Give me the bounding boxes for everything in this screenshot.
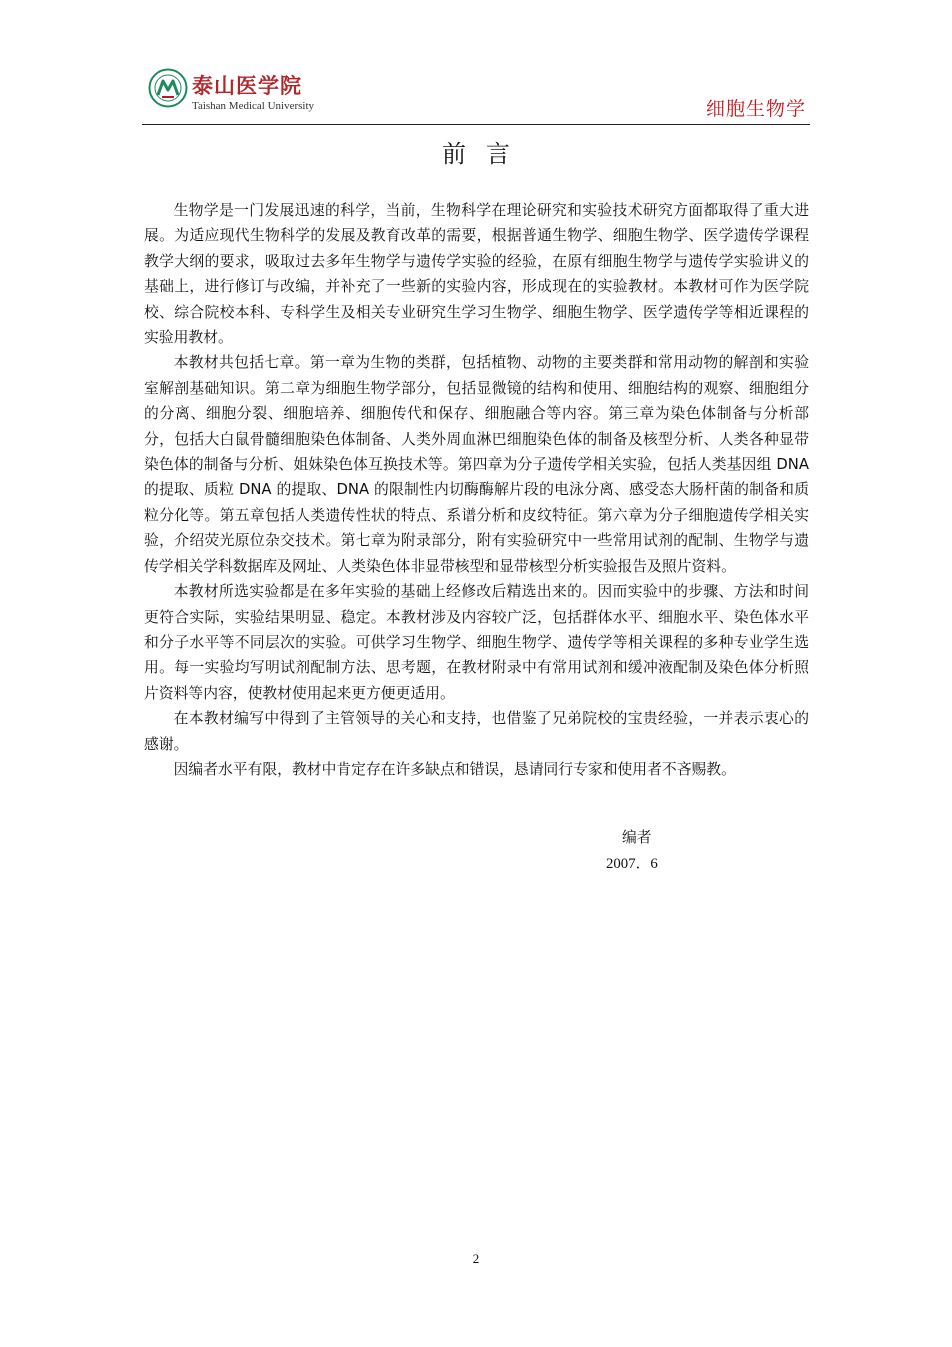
university-logo-icon	[148, 68, 188, 108]
paragraph-4: 在本教材编写中得到了主管领导的关心和支持，也借鉴了兄弟院校的宝贵经验，一并表示衷心的感谢。	[144, 710, 809, 753]
signature: 编者	[622, 829, 652, 846]
paragraph-2: 本教材共包括七章。第一章为生物的类群，包括植物、动物的主要类群和常用动物的解剖和实验室解剖基础知识。第二章为细胞生物学部分，包括显微镜的结构和使用、细胞结构的观察、细胞组分的分离、细胞分裂、细胞培养、细胞传代和保存、细胞融合等内容。第三章为染色体制备与分析部分，包括大白鼠骨髓细胞染色体制备、人类外周血淋巴细胞染色体的制备及核型分析、人类各种显带染色体的制备与分析、姐妹染色体互换技术等。第四章为分子遗传学相关实验，包括人类基因组 DNA 的提取、质粒 DNA 的提取、DNA 的限制性内切酶酶解片段的电泳分离、感受态大肠杆菌的制备和质粒分化等。第五章包括人类遗传性状的特点、系谱分析和皮纹特征。第六章为分子细胞遗传学相关实验，介绍荧光原位杂交技术。第七章为附录部分，附有实验研究中一些常用试剂的配制、生物学与遗传学相关学科数据库及网址、人类染色体非显带核型和显带核型分析实验报告及照片资料。	[144, 354, 809, 575]
university-name-en: Taishan Medical University	[192, 100, 315, 112]
page-header	[142, 64, 810, 125]
paragraph-5: 因编者水平有限，教材中肯定存在许多缺点和错误，恳请同行专家和使用者不吝赐教。	[173, 760, 736, 778]
preface-body	[144, 198, 809, 782]
date: 2007．6	[606, 856, 658, 872]
paragraph-3: 本教材所选实验都是在多年实验的基础上经修改后精选出来的。因而实验中的步骤、方法和时间更符合实际，实验结果明显、稳定。本教材涉及内容较广泛，包括群体水平、细胞水平、染色体水平和分子水平等不同层次的实验。可供学习生物学、细胞生物学、遗传学等相关课程的多种专业学生选用。每一实验均写明试剂配制方法、思考题，在教材附录中有常用试剂和缓冲液配制及染色体分析照片资料等内容，使教材使用起来更方便更适用。	[144, 583, 809, 702]
paragraph-1: 生物学是一门发展迅速的科学，当前，生物科学在理论研究和实验技术研究方面都取得了重大进展。为适应现代生物科学的发展及教育改革的需要，根据普通生物学、细胞生物学、医学遗传学课程教学大纲的要求，吸取过去多年生物学与遗传学实验的经验，在原有细胞生物学与遗传学实验讲义的基础上，进行修订与改编，并补充了一些新的实验内容，形成现在的实验教材。本教材可作为医学院校、综合院校本科、专科学生及相关专业研究生学习生物学、细胞生物学、医学遗传学等相近课程的实验用教材。	[144, 202, 809, 347]
page-number: 2	[472, 1251, 480, 1266]
university-name-cn: 泰山医学院	[192, 73, 302, 98]
page-title: 前言	[442, 140, 530, 168]
course-title: 细胞生物学	[705, 98, 806, 120]
